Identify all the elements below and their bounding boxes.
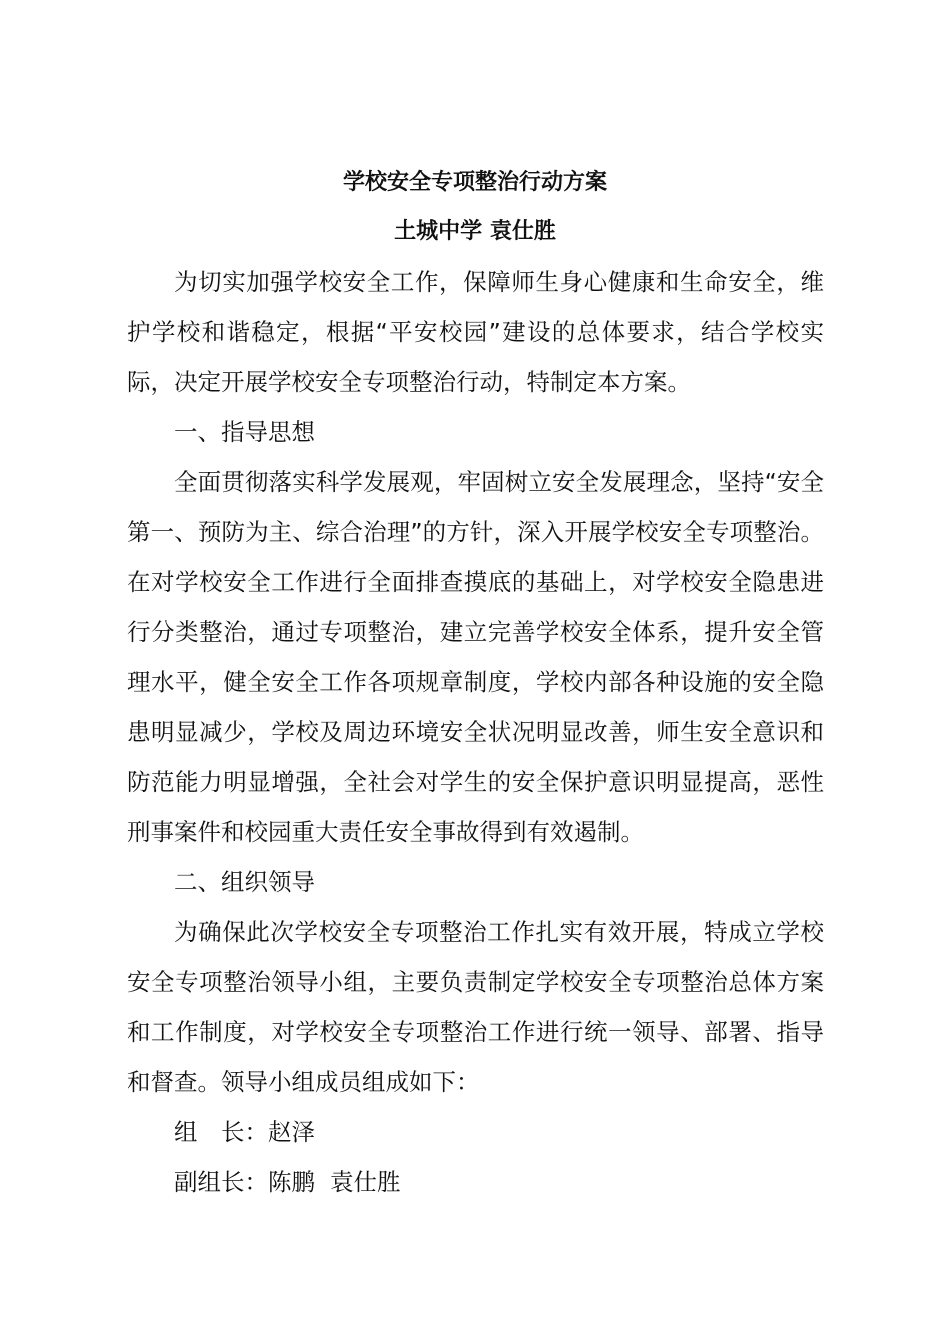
member-deputy: 副组长：陈鹏 袁仕胜 bbox=[174, 1168, 401, 1196]
section-heading-guiding-ideology: 一、指导思想 bbox=[174, 418, 315, 446]
document-body bbox=[127, 257, 824, 1207]
member-leader: 组 长：赵泽 bbox=[174, 1118, 315, 1146]
section-paragraph-organization: 为确保此次学校安全专项整治工作扎实有效开展，特成立学校安全专项整治领导小组，主要负责制定学校安全专项整治总体方案和工作制度，对学校安全专项整治工作进行统一领导、部署、指导和督查。领导小组成员组成如下： bbox=[127, 918, 824, 1096]
document-byline: 土城中学 袁仕胜 bbox=[394, 219, 556, 244]
document-title: 学校安全专项整治行动方案 bbox=[342, 170, 607, 195]
intro-paragraph: 为切实加强学校安全工作，保障师生身心健康和生命安全，维护学校和谐稳定，根据“平安校园”建设的总体要求，结合学校实际，决定开展学校安全专项整治行动，特制定本方案。 bbox=[127, 268, 824, 396]
section-paragraph-guiding-ideology: 全面贯彻落实科学发展观，牢固树立安全发展理念，坚持“安全第一、预防为主、综合治理”的方针，深入开展学校安全专项整治。在对学校安全工作进行全面排查摸底的基础上，对学校安全隐患进行分类整治，通过专项整治，建立完善学校安全体系，提升安全管理水平，健全安全工作各项规章制度，学校内部各种设施的安全隐患明显减少，学校及周边环境安全状况明显改善，师生安全意识和防范能力明显增强，全社会对学生的安全保护意识明显提高，恶性刑事案件和校园重大责任安全事故得到有效遏制。 bbox=[127, 468, 824, 846]
section-heading-organization: 二、组织领导 bbox=[174, 868, 315, 896]
